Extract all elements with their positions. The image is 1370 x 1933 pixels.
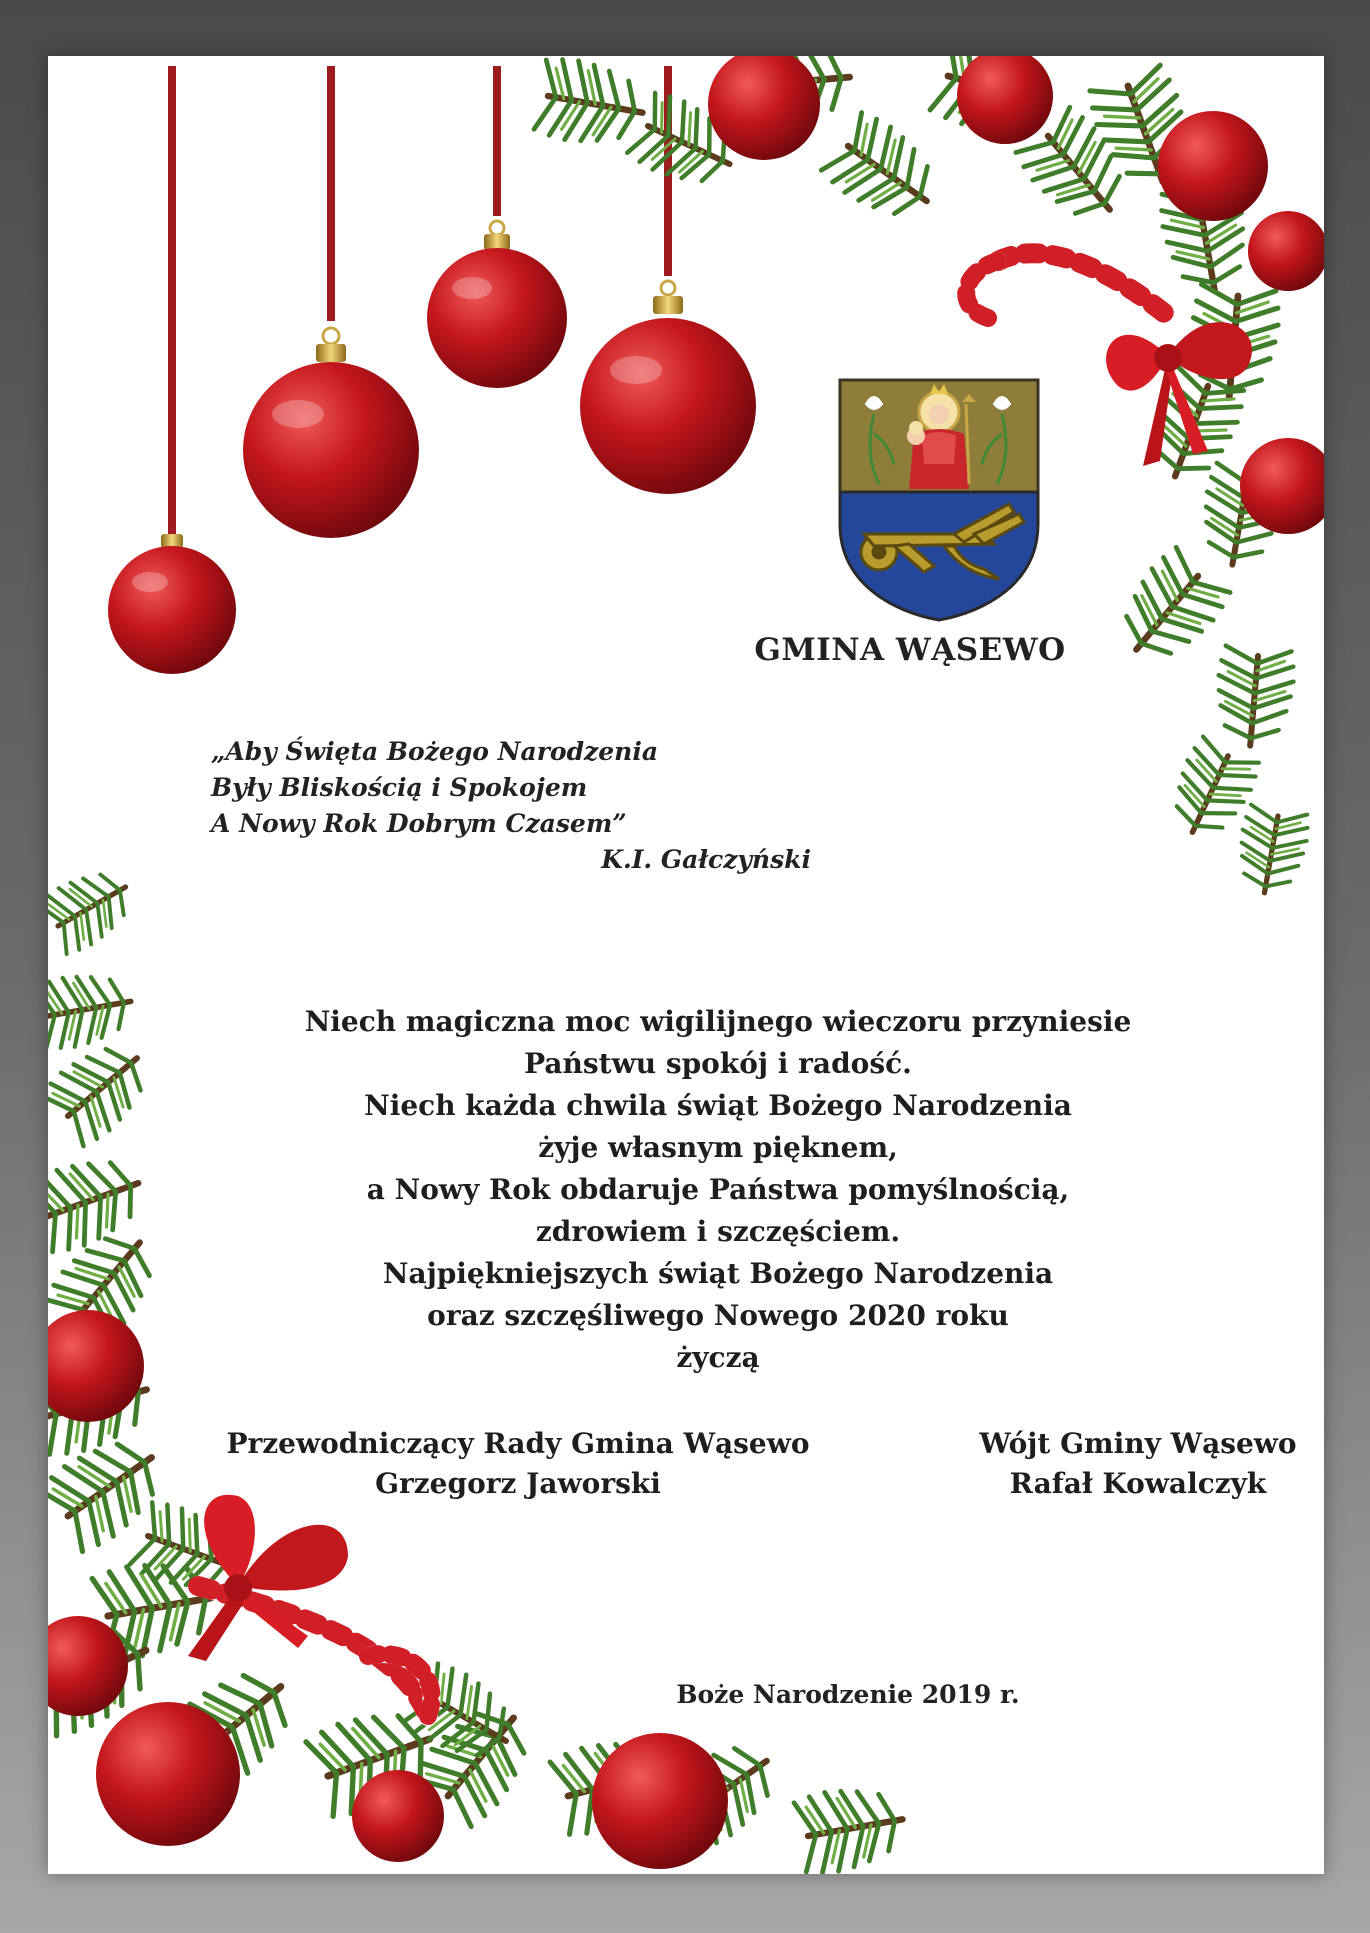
message-line: a Nowy Rok obdaruje Państwa pomyślnością, xyxy=(366,1173,1070,1206)
signature-name: Grzegorz Jaworski xyxy=(375,1467,661,1500)
footer-date: Boże Narodzenie 2019 r. xyxy=(676,1680,1020,1709)
quote-line: A Nowy Rok Dobrym Czasem” xyxy=(211,809,627,838)
signature-council-chair xyxy=(208,1424,828,1504)
signature-mayor xyxy=(948,1424,1324,1504)
signature-title: Przewodniczący Rady Gmina Wąsewo xyxy=(226,1427,810,1460)
quote-author: K.I. Gałczyński xyxy=(601,845,811,874)
message-line: oraz szczęśliwego Nowego 2020 roku xyxy=(427,1299,1009,1332)
christmas-bauble-icon xyxy=(108,66,236,674)
greeting-message xyxy=(198,1001,1238,1379)
signature-name: Rafał Kowalczyk xyxy=(1009,1467,1267,1500)
message-line: Najpiękniejszych świąt Bożego Narodzenia xyxy=(382,1257,1054,1290)
message-line: Państwu spokój i radość. xyxy=(524,1047,912,1080)
message-line: Niech każda chwila świąt Bożego Narodzenia xyxy=(364,1089,1072,1122)
organization-name: GMINA WĄSEWO xyxy=(754,632,1066,668)
signature-title: Wójt Gminy Wąsewo xyxy=(979,1427,1297,1460)
message-line: Niech magiczna moc wigilijnego wieczoru przyniesie xyxy=(304,1005,1132,1038)
candy-cane-icon xyxy=(966,253,1168,318)
decorations xyxy=(48,56,1324,1874)
coat-of-arms-icon xyxy=(834,374,1044,624)
quote-line: „Aby Święta Bożego Narodzenia xyxy=(211,737,659,766)
quote-line: Były Bliskością i Spokojem xyxy=(211,773,588,802)
message-line: zdrowiem i szczęściem. xyxy=(535,1215,901,1248)
quote-block xyxy=(211,734,831,878)
christmas-bauble-icon xyxy=(243,66,419,538)
greeting-card xyxy=(48,56,1324,1874)
message-line: żyje własnym pięknem, xyxy=(538,1131,898,1164)
message-line: życzą xyxy=(676,1341,760,1374)
hanging-ornaments xyxy=(108,66,756,674)
